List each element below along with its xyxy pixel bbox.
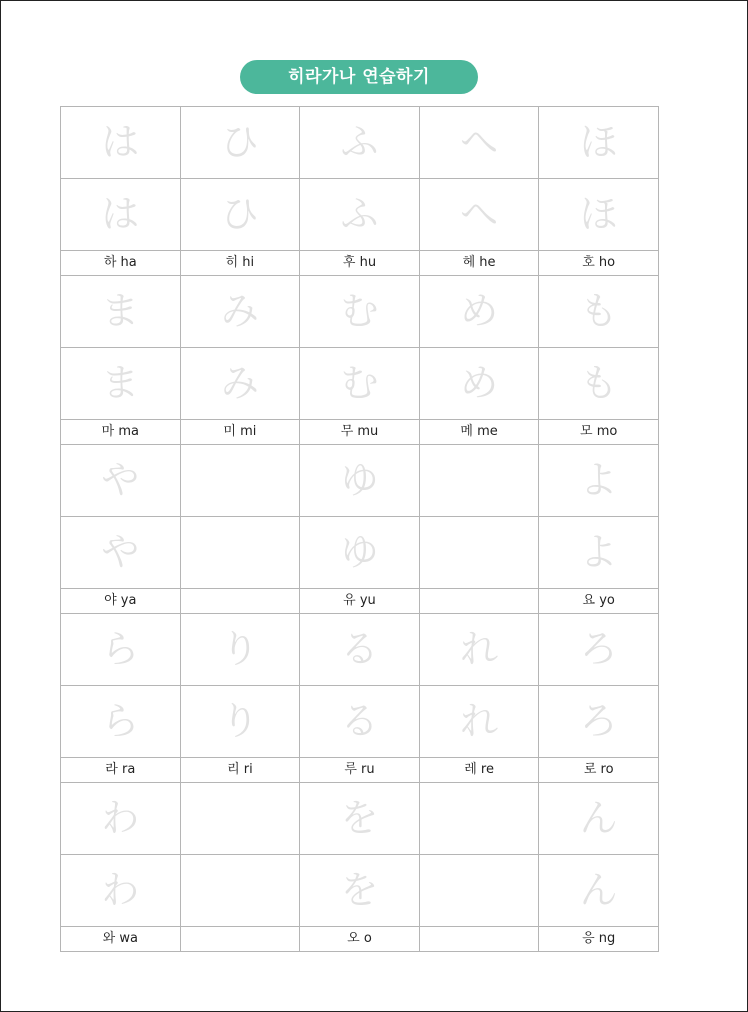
kana-reading-label: 유 yu bbox=[343, 593, 376, 608]
kana-reading-label: 루 ru bbox=[344, 762, 375, 777]
kana-reading-label: 헤 he bbox=[462, 255, 496, 270]
label-cell bbox=[180, 758, 300, 783]
label-cell bbox=[300, 758, 420, 783]
kana-trace-glyph: り bbox=[220, 699, 259, 743]
kana-reading-label: 요 yo bbox=[582, 593, 615, 608]
trace-cell bbox=[61, 445, 181, 517]
kana-reading-label: 메 me bbox=[460, 424, 498, 439]
label-cell bbox=[539, 758, 659, 783]
kana-reading-label: 라 ra bbox=[105, 762, 136, 777]
kana-trace-glyph: は bbox=[101, 120, 140, 164]
label-cell bbox=[539, 251, 659, 276]
kana-trace-glyph: れ bbox=[460, 699, 499, 743]
hiragana-practice-grid bbox=[60, 106, 659, 952]
trace-cell bbox=[300, 276, 420, 348]
kana-reading-label: 히 hi bbox=[225, 255, 255, 270]
kana-reading-label: 마 ma bbox=[101, 424, 139, 439]
label-cell bbox=[419, 927, 539, 952]
kana-trace-glyph: ひ bbox=[220, 192, 259, 236]
label-row bbox=[61, 927, 659, 952]
kana-reading-label: 와 wa bbox=[102, 931, 138, 946]
kana-trace-glyph: め bbox=[460, 289, 499, 333]
trace-cell bbox=[180, 783, 300, 855]
trace-row bbox=[61, 179, 659, 251]
kana-trace-glyph: わ bbox=[101, 868, 140, 912]
trace-cell bbox=[180, 517, 300, 589]
kana-trace-glyph: よ bbox=[579, 458, 618, 502]
trace-row bbox=[61, 445, 659, 517]
label-cell bbox=[300, 420, 420, 445]
trace-cell bbox=[61, 517, 181, 589]
trace-cell bbox=[61, 855, 181, 927]
kana-trace-glyph: ふ bbox=[340, 192, 379, 236]
trace-cell bbox=[300, 855, 420, 927]
trace-cell bbox=[539, 107, 659, 179]
trace-cell bbox=[300, 179, 420, 251]
kana-trace-glyph: ん bbox=[579, 796, 618, 840]
kana-reading-label: 레 re bbox=[464, 762, 494, 777]
trace-cell bbox=[61, 276, 181, 348]
kana-trace-glyph: ふ bbox=[340, 120, 379, 164]
kana-trace-glyph: み bbox=[220, 289, 259, 333]
kana-trace-glyph: や bbox=[101, 458, 140, 502]
label-cell bbox=[180, 251, 300, 276]
trace-cell bbox=[419, 855, 539, 927]
kana-trace-glyph: も bbox=[579, 361, 618, 405]
trace-cell bbox=[61, 686, 181, 758]
kana-trace-glyph: へ bbox=[460, 120, 499, 164]
label-cell bbox=[61, 589, 181, 614]
trace-cell bbox=[300, 686, 420, 758]
label-row bbox=[61, 589, 659, 614]
kana-trace-glyph: ん bbox=[579, 868, 618, 912]
label-cell bbox=[419, 589, 539, 614]
trace-cell bbox=[539, 783, 659, 855]
trace-cell bbox=[300, 107, 420, 179]
kana-reading-label: 호 ho bbox=[582, 255, 616, 270]
trace-cell bbox=[419, 348, 539, 420]
kana-trace-glyph: ゆ bbox=[340, 458, 379, 502]
trace-row bbox=[61, 783, 659, 855]
trace-cell bbox=[300, 783, 420, 855]
kana-reading-label: 리 ri bbox=[227, 762, 253, 777]
kana-trace-glyph: ゆ bbox=[340, 530, 379, 574]
label-cell bbox=[61, 420, 181, 445]
label-cell bbox=[419, 420, 539, 445]
label-cell bbox=[539, 927, 659, 952]
trace-cell bbox=[419, 445, 539, 517]
trace-cell bbox=[539, 614, 659, 686]
trace-cell bbox=[61, 783, 181, 855]
trace-cell bbox=[180, 107, 300, 179]
kana-reading-label: 응 ng bbox=[582, 931, 616, 946]
trace-row bbox=[61, 276, 659, 348]
kana-trace-glyph: り bbox=[220, 627, 259, 671]
kana-trace-glyph: る bbox=[340, 699, 379, 743]
kana-reading-label: 무 mu bbox=[340, 424, 379, 439]
trace-cell bbox=[539, 855, 659, 927]
label-cell bbox=[419, 251, 539, 276]
kana-trace-glyph: ら bbox=[101, 699, 140, 743]
trace-cell bbox=[61, 179, 181, 251]
trace-cell bbox=[180, 686, 300, 758]
label-cell bbox=[300, 927, 420, 952]
trace-cell bbox=[539, 517, 659, 589]
kana-trace-glyph: め bbox=[460, 361, 499, 405]
trace-cell bbox=[419, 517, 539, 589]
trace-cell bbox=[61, 348, 181, 420]
kana-reading-label: 오 o bbox=[347, 931, 372, 946]
worksheet-title: 히라가나 연습하기 bbox=[240, 60, 478, 94]
kana-reading-label: 로 ro bbox=[583, 762, 614, 777]
kana-trace-glyph: ら bbox=[101, 627, 140, 671]
kana-trace-glyph: や bbox=[101, 530, 140, 574]
kana-reading-label: 야 ya bbox=[104, 593, 137, 608]
trace-cell bbox=[180, 855, 300, 927]
kana-reading-label: 모 mo bbox=[580, 424, 618, 439]
label-cell bbox=[61, 251, 181, 276]
trace-cell bbox=[419, 107, 539, 179]
kana-trace-glyph: み bbox=[220, 361, 259, 405]
trace-row bbox=[61, 107, 659, 179]
trace-cell bbox=[180, 276, 300, 348]
label-cell bbox=[180, 927, 300, 952]
label-cell bbox=[61, 927, 181, 952]
kana-trace-glyph: ひ bbox=[220, 120, 259, 164]
trace-cell bbox=[180, 348, 300, 420]
kana-reading-label: 하 ha bbox=[103, 255, 137, 270]
label-row bbox=[61, 251, 659, 276]
kana-trace-glyph: を bbox=[340, 868, 379, 912]
trace-cell bbox=[180, 614, 300, 686]
trace-cell bbox=[539, 179, 659, 251]
trace-cell bbox=[419, 614, 539, 686]
kana-trace-glyph: ろ bbox=[579, 699, 618, 743]
kana-trace-glyph: ほ bbox=[579, 120, 618, 164]
trace-row bbox=[61, 517, 659, 589]
kana-trace-glyph: を bbox=[340, 796, 379, 840]
trace-cell bbox=[300, 614, 420, 686]
trace-cell bbox=[300, 517, 420, 589]
trace-row bbox=[61, 686, 659, 758]
label-row bbox=[61, 420, 659, 445]
trace-cell bbox=[539, 445, 659, 517]
trace-row bbox=[61, 614, 659, 686]
kana-trace-glyph: ろ bbox=[579, 627, 618, 671]
kana-trace-glyph: む bbox=[340, 289, 379, 333]
trace-cell bbox=[61, 107, 181, 179]
trace-cell bbox=[539, 276, 659, 348]
trace-cell bbox=[419, 276, 539, 348]
kana-reading-label: 후 hu bbox=[342, 255, 377, 270]
label-cell bbox=[419, 758, 539, 783]
kana-reading-label: 미 mi bbox=[223, 424, 257, 439]
label-cell bbox=[300, 589, 420, 614]
label-cell bbox=[539, 420, 659, 445]
kana-trace-glyph: よ bbox=[579, 530, 618, 574]
trace-cell bbox=[419, 179, 539, 251]
kana-trace-glyph: ほ bbox=[579, 192, 618, 236]
trace-cell bbox=[180, 179, 300, 251]
label-cell bbox=[300, 251, 420, 276]
kana-trace-glyph: へ bbox=[460, 192, 499, 236]
trace-cell bbox=[419, 783, 539, 855]
kana-trace-glyph: も bbox=[579, 289, 618, 333]
kana-trace-glyph: ま bbox=[101, 289, 140, 333]
kana-trace-glyph: わ bbox=[101, 796, 140, 840]
kana-trace-glyph: は bbox=[101, 192, 140, 236]
trace-cell bbox=[300, 445, 420, 517]
kana-trace-glyph: る bbox=[340, 627, 379, 671]
label-cell bbox=[61, 758, 181, 783]
kana-trace-glyph: ま bbox=[101, 361, 140, 405]
label-cell bbox=[539, 589, 659, 614]
trace-cell bbox=[539, 348, 659, 420]
label-cell bbox=[180, 420, 300, 445]
trace-row bbox=[61, 855, 659, 927]
label-row bbox=[61, 758, 659, 783]
trace-cell bbox=[419, 686, 539, 758]
trace-cell bbox=[61, 614, 181, 686]
trace-cell bbox=[539, 686, 659, 758]
trace-cell bbox=[300, 348, 420, 420]
label-cell bbox=[180, 589, 300, 614]
trace-row bbox=[61, 348, 659, 420]
kana-trace-glyph: れ bbox=[460, 627, 499, 671]
trace-cell bbox=[180, 445, 300, 517]
kana-trace-glyph: む bbox=[340, 361, 379, 405]
